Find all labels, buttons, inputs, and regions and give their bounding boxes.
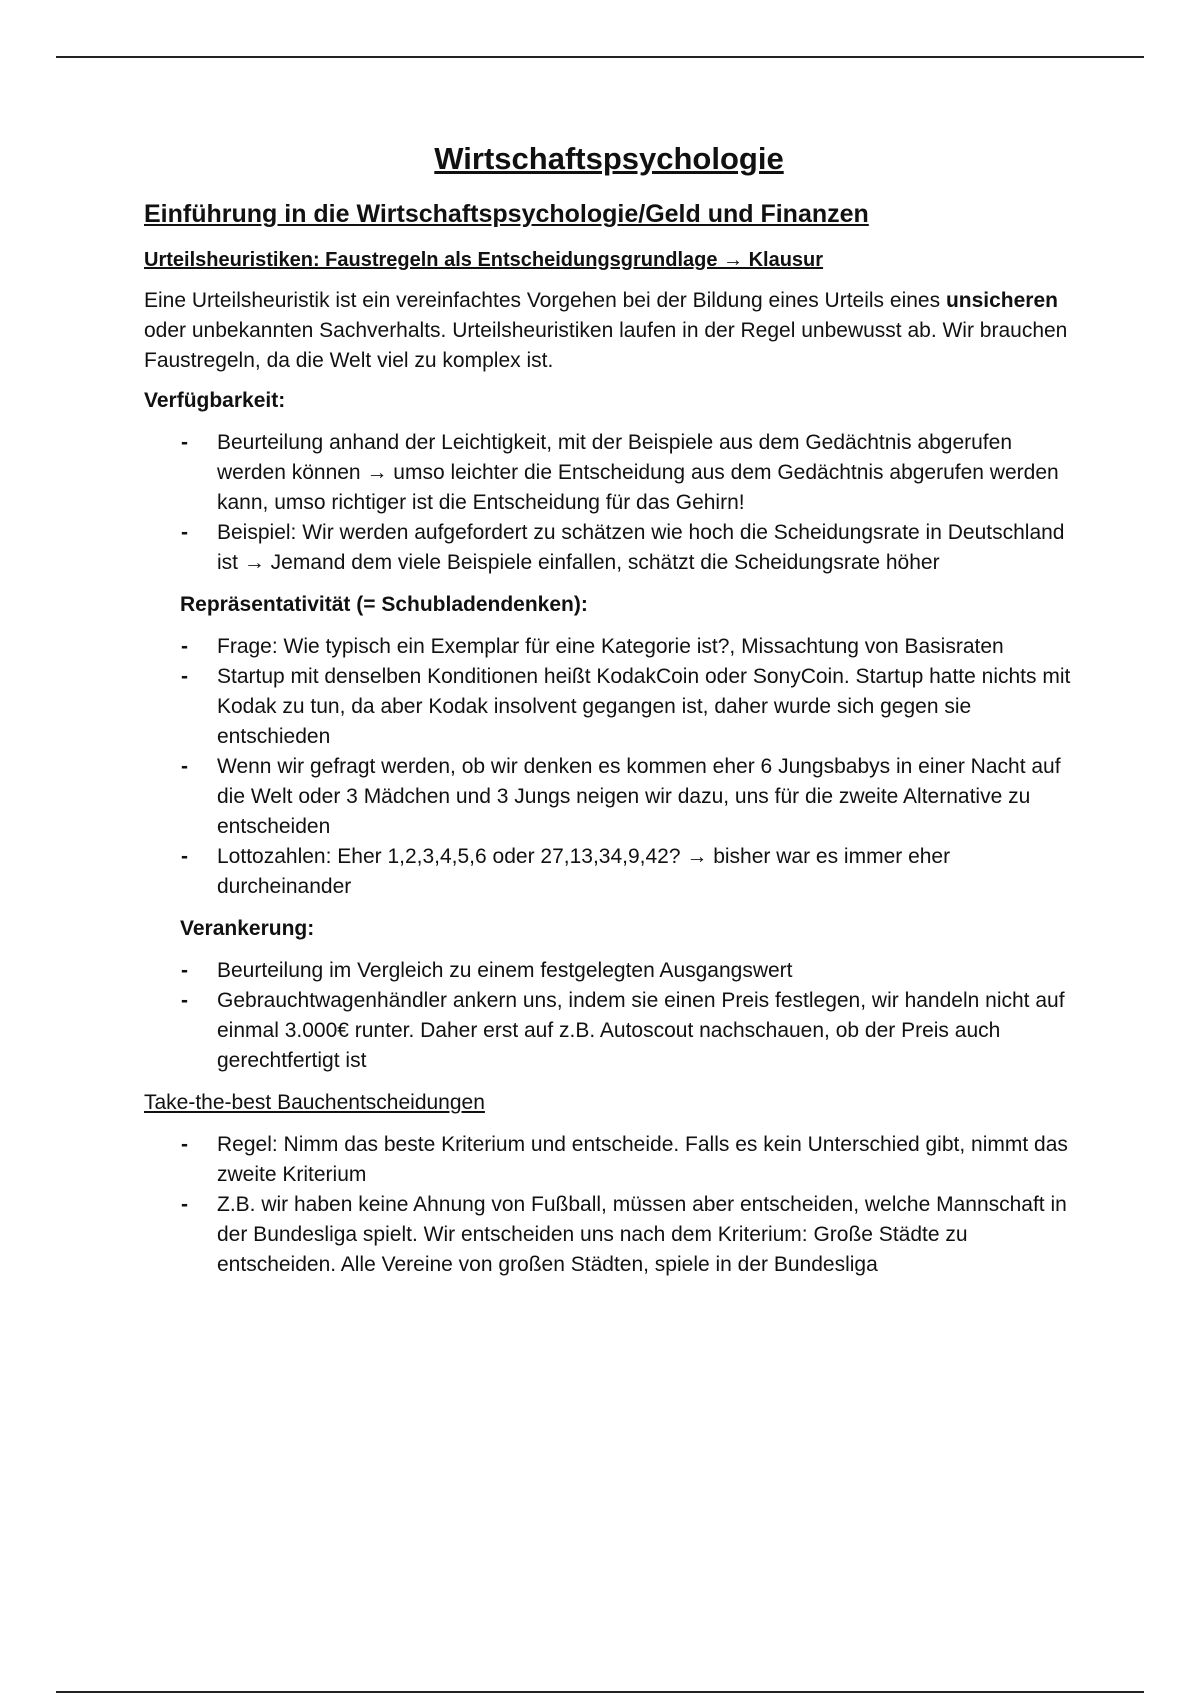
list-repraesentativitaet xyxy=(144,632,1074,902)
intro-emphasis: unsicheren xyxy=(945,289,1058,312)
list-item xyxy=(144,752,1074,842)
list-item-text: Frage: Wie typisch ein Exemplar für eine Kategorie ist?, Missachtung von Basisraten xyxy=(217,635,1004,658)
intro-paragraph xyxy=(144,286,1074,376)
list-item xyxy=(144,662,1074,752)
dash-bullet: - xyxy=(181,1193,188,1216)
list-item-text: Startup mit denselben Konditionen heißt KodakCoin oder SonyCoin. Startup hatte nichts mit Kodak zu tun, da aber Kodak insolvent gegangen ist, daher wurde sich gegen sie entschieden xyxy=(217,665,1071,748)
subsection-title: Urteilsheuristiken: Faustregeln als Entscheidungsgrundlage → Klausur xyxy=(144,249,824,271)
list-verankerung xyxy=(144,956,1074,1076)
list-item-text: Lottozahlen: Eher 1,2,3,4,5,6 oder 27,13,34,9,42? → bisher war es immer eher durcheinander xyxy=(217,845,951,898)
dash-bullet: - xyxy=(181,635,188,658)
intro-text-part1: Eine Urteilsheuristik ist ein vereinfachtes Vorgehen bei der Bildung eines Urteils eines xyxy=(144,289,946,312)
dash-bullet: - xyxy=(181,755,188,778)
document-body xyxy=(144,140,1074,1292)
intro-text-part2: oder unbekannten Sachverhalts. Urteilsheuristiken laufen in der Regel unbewusst ab. Wir brauchen Faustregeln, da die Welt viel zu komplex ist. xyxy=(144,319,1068,372)
top-rule xyxy=(56,56,1144,58)
dash-bullet: - xyxy=(181,431,188,454)
heading-verankerung: Verankerung: xyxy=(180,917,315,940)
dash-bullet: - xyxy=(181,989,188,1012)
document-title: Wirtschaftspsychologie xyxy=(434,141,784,176)
dash-bullet: - xyxy=(181,1133,188,1156)
dash-bullet: - xyxy=(181,521,188,544)
list-item xyxy=(144,1190,1074,1280)
heading-take-the-best: Take-the-best Bauchentscheidungen xyxy=(144,1091,485,1114)
list-item-text: Gebrauchtwagenhändler ankern uns, indem sie einen Preis festlegen, wir handeln nicht auf einmal 3.000€ runter. Daher erst auf z.B. Autoscout nachschauen, ob der Preis auch gerechtfertigt ist xyxy=(217,989,1065,1072)
list-item-text: Wenn wir gefragt werden, ob wir denken es kommen eher 6 Jungsbabys in einer Nacht auf die Welt oder 3 Mädchen und 3 Jungs neigen wir dazu, uns für die zweite Alternative zu entscheiden xyxy=(217,755,1061,838)
heading-verfuegbarkeit: Verfügbarkeit: xyxy=(144,389,286,412)
list-item xyxy=(144,1130,1074,1190)
list-item-text: Beispiel: Wir werden aufgefordert zu schätzen wie hoch die Scheidungsrate in Deutschland ist → Jemand dem viele Beispiele einfallen, schätzt die Scheidungsrate höher xyxy=(217,521,1065,574)
list-item xyxy=(144,518,1074,578)
list-item-text: Beurteilung im Vergleich zu einem festgelegten Ausgangswert xyxy=(217,959,793,982)
list-verfuegbarkeit xyxy=(144,428,1074,578)
list-item-text: Beurteilung anhand der Leichtigkeit, mit der Beispiele aus dem Gedächtnis abgerufen werden können → umso leichter die Entscheidung aus dem Gedächtnis abgerufen werden kann, umso richtiger ist die Entscheidung für das Gehirn! xyxy=(217,431,1059,514)
list-item xyxy=(144,428,1074,518)
list-item-text: Z.B. wir haben keine Ahnung von Fußball, müssen aber entscheiden, welche Mannschaft in der Bundesliga spielt. Wir entscheiden uns nach dem Kriterium: Große Städte zu entscheiden. Alle Vereine von großen Städten, spiele in der Bundesliga xyxy=(217,1193,1067,1276)
dash-bullet: - xyxy=(181,959,188,982)
bottom-rule xyxy=(56,1691,1144,1693)
list-item xyxy=(144,956,1074,986)
list-item xyxy=(144,842,1074,902)
list-item xyxy=(144,632,1074,662)
section-title: Einführung in die Wirtschaftspsychologie/Geld und Finanzen xyxy=(144,200,869,228)
dash-bullet: - xyxy=(181,845,188,868)
list-take-the-best xyxy=(144,1130,1074,1280)
heading-repraesentativitaet: Repräsentativität (= Schubladendenken): xyxy=(180,593,588,616)
list-item-text: Regel: Nimm das beste Kriterium und entscheide. Falls es kein Unterschied gibt, nimmt das zweite Kriterium xyxy=(217,1133,1068,1186)
list-item xyxy=(144,986,1074,1076)
dash-bullet: - xyxy=(181,665,188,688)
